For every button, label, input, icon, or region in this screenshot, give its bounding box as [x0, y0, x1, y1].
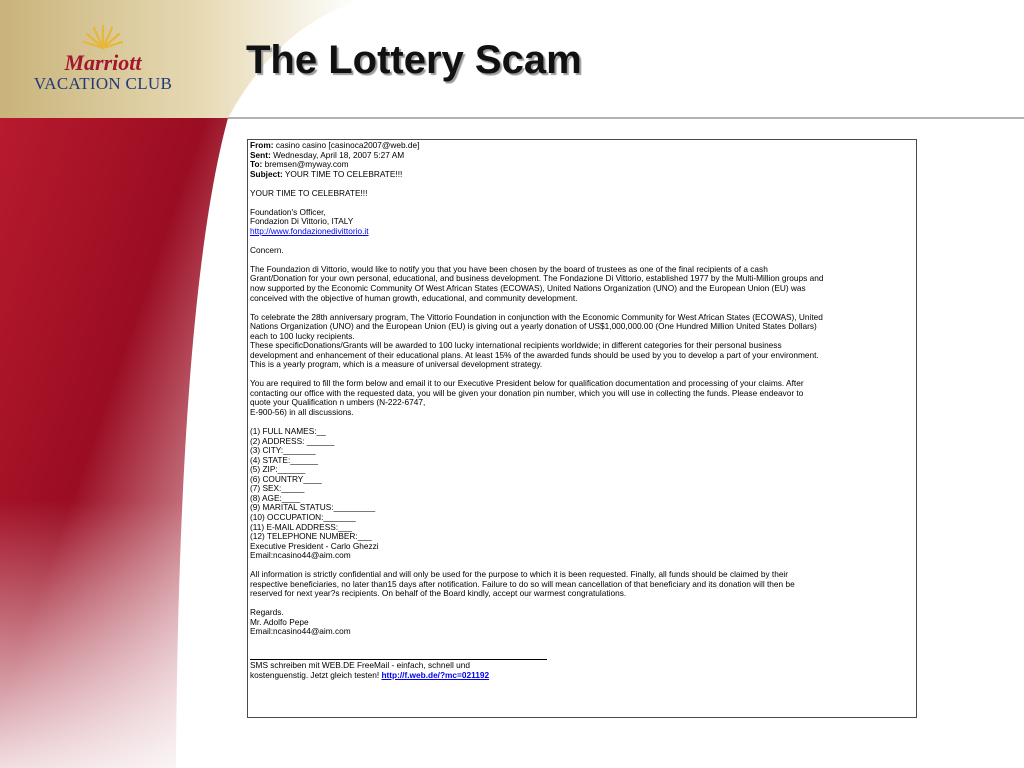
- para1-line: conceived with the objective of human growth, educational, and community development.: [250, 292, 578, 303]
- sender-org: Fondazion Di Vittorio, ITALY: [250, 216, 354, 227]
- para3-line: quote your Qualification n umbers (N-222-6747,: [250, 397, 426, 408]
- subject-value: YOUR TIME TO CELEBRATE!!!: [284, 168, 403, 179]
- form-field: (1) FULL NAMES:__: [250, 426, 326, 437]
- signer-email: Email:ncasino44@aim.com: [250, 626, 351, 637]
- exec-name: Executive President - Carlo Ghezzi: [250, 540, 379, 551]
- para2-line: To celebrate the 28th anniversary program, The Vittorio Foundation in conjunction with the Economic Community for West African States (ECOWAS), United: [250, 311, 823, 322]
- footer-link[interactable]: http://f.web.de/?mc=021192: [381, 669, 490, 680]
- para2-line: each to 100 lucky recipients.: [250, 330, 355, 341]
- logo-brand: Marriott: [64, 50, 142, 75]
- form-field: (9) MARITAL STATUS:_________: [250, 502, 376, 513]
- footer-line: SMS schreiben mit WEB.DE FreeMail - einfach, schnell und: [250, 660, 470, 671]
- sender-url-link[interactable]: http://www.fondazionedivittorio.it: [250, 225, 369, 236]
- para1-line: Grant/Donation for your own personal, educational, and business development. The Fondazione Di Vittorio, established 1977 by the Multi-Million groups and: [250, 273, 824, 284]
- para2-line: These specificDonations/Grants will be awarded to 100 lucky international recipients worldwide; in different categories for their personal business: [250, 340, 782, 351]
- sender-title: Foundation's Officer,: [250, 206, 326, 217]
- sun-rays-icon: [83, 20, 123, 50]
- para1-line: now supported by the Economic Community Of West African States (ECOWAS), United Nations Organization (UNO) and the European Union (EU) was: [250, 283, 806, 294]
- form-field: (5) ZIP:______: [250, 464, 306, 475]
- form-field: (7) SEX:_____: [250, 483, 305, 494]
- to-value: bremsen@myway.com: [264, 159, 349, 170]
- sent-value: Wednesday, April 18, 2007 5:27 AM: [273, 149, 405, 160]
- form-field: (3) CITY:_______: [250, 445, 316, 456]
- slide-title: The Lottery Scam: [246, 38, 582, 82]
- email-sent-row: [250, 151, 916, 161]
- email-screenshot: [247, 139, 917, 718]
- para3-line: You are required to fill the form below and email it to our Executive President below for qualification documentation and processing of your claims. After: [250, 378, 804, 389]
- subject-label: Subject:: [250, 168, 283, 179]
- para2-line: This is a yearly program, which is a measure of universal development strategy.: [250, 359, 543, 370]
- signer-name: Mr. Adolfo Pepe: [250, 616, 309, 627]
- form-field: (2) ADDRESS: ______: [250, 435, 335, 446]
- form-field: (4) STATE:______: [250, 454, 318, 465]
- para3-line: E-900-56) in all discussions.: [250, 407, 354, 418]
- para1-line: The Foundazion di Vittorio, would like to notify you that you have been chosen by the board of trustees as one of the final recipients of a cash: [250, 263, 768, 274]
- para2-line: development and enhancement of their educational plans. At least 15% of the awarded funds should be used by you to develop a part of your environment.: [250, 349, 819, 360]
- salutation: Concern.: [250, 244, 284, 255]
- form-field: (8) AGE:____: [250, 492, 301, 503]
- email-subject-row: [250, 170, 916, 180]
- para2-line: Nations Organization (UNO) and the European Union (EU) is giving out a yearly donation of US$1,000,000.00 (One Hundred Million United States Dollars): [250, 321, 817, 332]
- footer-text: kostenguenstig. Jetzt gleich testen!: [250, 669, 380, 680]
- red-fade: [0, 500, 240, 768]
- closing: Regards.: [250, 607, 284, 618]
- form-field: (12) TELEPHONE NUMBER:___: [250, 531, 372, 542]
- from-value: casino casino [casinoca2007@web.de]: [275, 140, 420, 150]
- para4-line: All information is strictly confidential and will only be used for the purpose to which it is been requested. Finally, all funds should be claimed by their: [250, 569, 789, 580]
- from-label: From:: [250, 140, 274, 150]
- form-field: (10) OCCUPATION:_______: [250, 512, 356, 522]
- to-label: To:: [250, 159, 263, 170]
- footer-line-2: [250, 671, 916, 681]
- marriott-vacation-club-logo: [28, 20, 178, 92]
- logo-subtitle: VACATION CLUB: [33, 74, 173, 93]
- para4-line: reserved for next year?s recipients. On behalf of the Board kindly, accept our warmest congratulations.: [250, 588, 627, 599]
- para3-line: contacting our office with the requested data, you will be given your donation pin number, which you will use in collecting the funds. Please endeavor to: [250, 387, 804, 398]
- form-field: (6) COUNTRY____: [250, 473, 322, 484]
- email-headline: YOUR TIME TO CELEBRATE!!!: [250, 187, 368, 198]
- exec-email: Email:ncasino44@aim.com: [250, 550, 351, 561]
- para4-line: respective beneficiaries, no later than15 days after notification. Failure to do so will mean cancellation of that beneficiary and its donation will then be: [250, 578, 795, 589]
- sent-label: Sent:: [250, 149, 271, 160]
- form-field: (11) E-MAIL ADDRESS:___: [250, 521, 352, 532]
